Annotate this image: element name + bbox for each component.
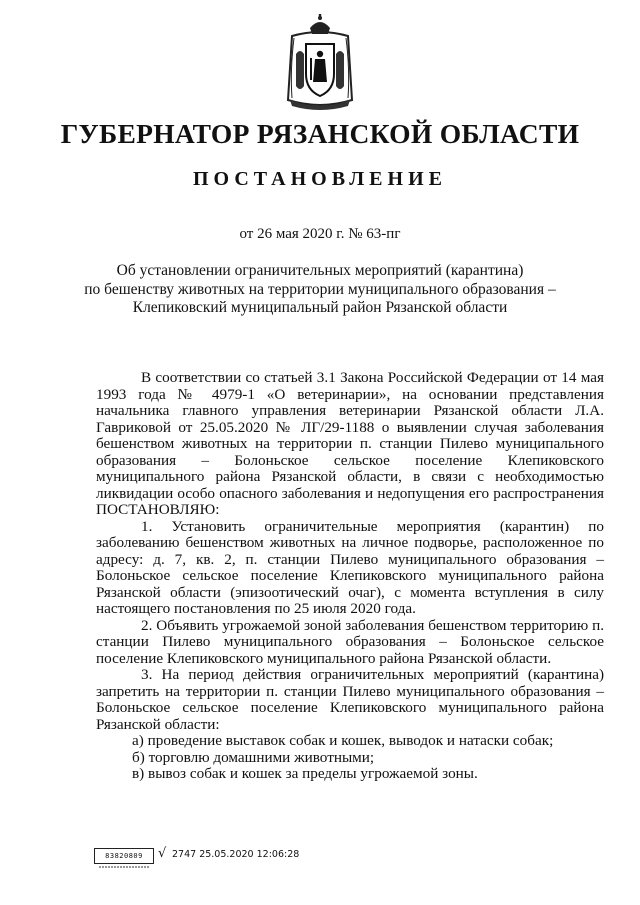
registration-number: 2747 25.05.2020 12:06:28	[172, 849, 300, 860]
subject-line: по бешенству животных на территории муниципального образования –	[84, 280, 556, 298]
doc-date: от 26 мая 2020 г. № 63-пг	[239, 226, 401, 242]
stamp-code: 83820809	[105, 852, 143, 860]
point-2: 2. Объявить угрожаемой зоной заболевания бешенством территорию п. станции Пилево муниципального образования – Болоньское сельское поселение Клепиковского муниципального района Рязанской области.	[96, 616, 604, 667]
subpoint-c: в) вывоз собак и кошек за пределы угрожаемой зоны.	[132, 765, 478, 782]
stamp-box	[94, 848, 154, 864]
stamp-caption-icon	[95, 865, 153, 869]
subpoint-b: б) торговлю домашними животными;	[132, 748, 375, 766]
stamp-caption-lines	[94, 865, 154, 871]
subject-line: Клепиковский муниципальный район Рязанской области	[132, 299, 508, 316]
preamble: В соответствии со статьей 3.1 Закона Российской Федерации от 14 мая 1993 года № 4979-1 «О ветеринарии», на основании представления начальника главного управления ветеринарии Рязанской области Л.А. Гавриковой от 25.05.2020 № ЛГ/29-1188 о выявлении случая заболевания бешенством животных на территории п. станции Пилево муниципального образования – Болоньское сельское поселение Клепиковского муниципального района Рязанской области, в связи с необходимостью ликвидации особо опасного заболевания и недопущения его распространения ПОСТАНОВЛЯЮ:	[96, 369, 604, 518]
coat-of-arms-icon	[282, 14, 358, 114]
subject	[80, 262, 560, 318]
footer	[94, 846, 514, 876]
document-body	[96, 370, 604, 783]
doc-type: ПОСТАНОВЛЕНИЕ	[193, 168, 447, 190]
subject-line: Об установлении ограничительных мероприятий (карантина)	[116, 262, 524, 279]
subpoint-a: а) проведение выставок собак и кошек, выводок и натаски собак;	[132, 732, 554, 749]
registration-mark-icon: √	[158, 846, 167, 861]
point-3: 3. На период действия ограничительных мероприятий (карантина) запретить на территории п. станции Пилево муниципального образования – Болоньское сельское поселение Клепиковского муниципального района Рязанской области:	[96, 666, 604, 733]
point-1: 1. Установить ограничительные мероприятия (карантин) по заболеванию бешенством животных на личное подворье, расположенное по адресу: д. 7, кв. 2, п. станции Пилево муниципального образования – Болоньское сельское поселение Клепиковского муниципального района Рязанской области (эпизоотический очаг), с момента вступления в силу настоящего постановления по 25 июля 2020 года.	[96, 517, 604, 617]
org-title: ГУБЕРНАТОР РЯЗАНСКОЙ ОБЛАСТИ	[60, 118, 580, 149]
